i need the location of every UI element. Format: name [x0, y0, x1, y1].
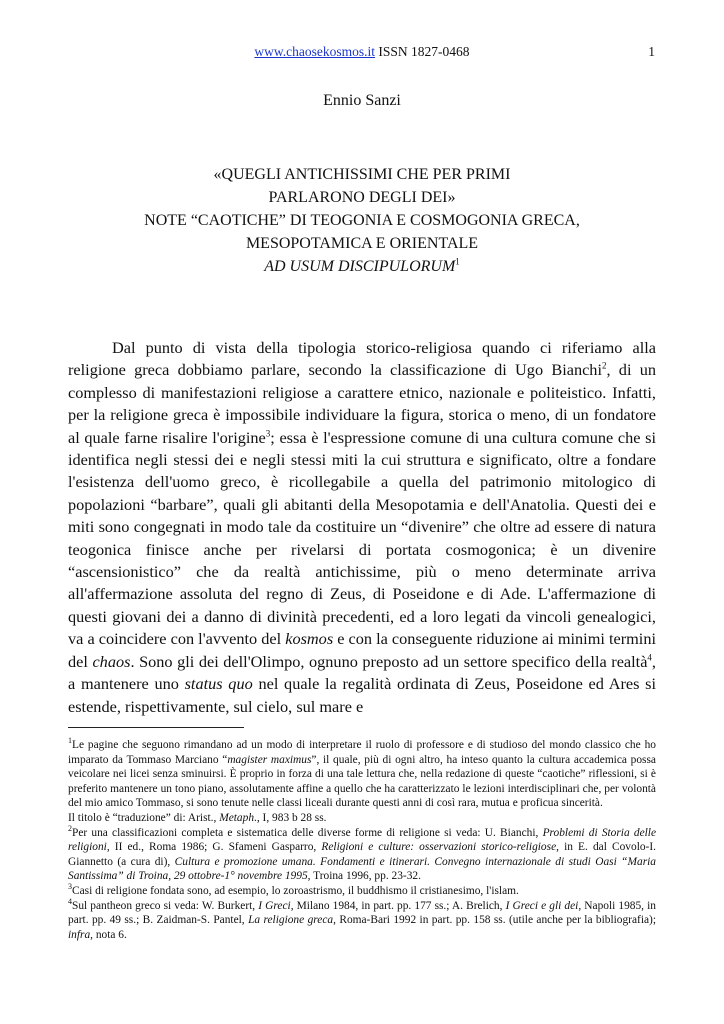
footnote-1 [68, 738, 656, 826]
footnote-text: Il titolo è “traduzione” di: Arist., [68, 811, 220, 824]
footnote-italic: I Greci [258, 899, 291, 912]
footnote-italic: Religioni e culture: osservazioni storico-religiose [321, 841, 557, 854]
footnote-text: Le pagine che seguono rimandano ad un modo di interpretare il ruolo di professore e di studioso del mondo classico che ho imparato da Tommaso Marciano “ [68, 739, 656, 766]
footnote-2 [68, 823, 657, 884]
footnote-text: , Troina 1996, pp. 23-32. [307, 870, 421, 883]
body-segment: , a mantenere uno [68, 651, 656, 694]
footnote-text: Sul pantheon greco si veda: W. Burkert, [72, 899, 259, 912]
author-name: Ennio Sanzi [323, 92, 401, 109]
title-subtitle: AD USUM DISCIPULORUM [264, 258, 456, 275]
footnote-ref-2[interactable]: 2 [601, 360, 607, 371]
title-line-4: MESOPOTAMICA E ORIENTALE [245, 235, 479, 252]
body-paragraph [68, 337, 656, 718]
body-text [68, 337, 656, 718]
body-segment: nel quale la regalità ordinata di Zeus, Poseidone ed Ares si estende, rispettivamente, sul cielo, sul mare e [68, 674, 657, 716]
title-line-1: «QUEGLI ANTICHISSIMI CHE PER PRIMI [213, 166, 511, 183]
footnote-number: 2 [68, 823, 72, 833]
footnote-italic: infra [68, 928, 91, 941]
footnote-text: , Roma-Bari 1992 in part. pp. 158 ss. (utile anche per la bibliografia); [333, 914, 656, 927]
article-title [0, 163, 724, 278]
footnote-3 [68, 884, 656, 899]
body-segment: e con la conseguente riduzione ai minimi termini del [68, 629, 656, 671]
footnote-italic: La religione greca [248, 914, 334, 927]
footnote-4 [68, 896, 656, 943]
footnote-text: ”, il quale, più di ogni altro, ha inteso quanto la cultura accademica possa veicolare nei licei senza sminuirsi. È proprio in forza di una tale lettura che, nella redazione di queste “caotiche” riflessioni, si è preferito mantenere un tono piano, assolutamente affine a quello che ha caratterizzato le lezioni interdisciplinari che, per volontà del mio amico Tommaso, si sono tenute nelle classi liceali durante questi anni di così rara, mutua e proficua sincerità. [68, 753, 656, 810]
footnote-ref-4[interactable]: 4 [647, 652, 652, 663]
footnote-divider [68, 727, 244, 728]
footnote-text: , nota 6. [90, 928, 127, 941]
footnote-italic: Metaph [219, 811, 255, 824]
footnote-italic: magister maximus [227, 753, 312, 766]
footnote-ref-3[interactable]: 3 [265, 428, 271, 439]
title-line-2: PARLARONO DEGLI DEI» [268, 189, 456, 206]
footnote-text: , in E. dal Covolo-I. Giannetto (a cura di), [68, 841, 656, 868]
footnote-text: Per una classificazioni completa e sistematica delle diverse forme di religione si veda: U. Bianchi, [72, 826, 543, 839]
footnote-italic: Problemi di Storia delle religioni [68, 826, 657, 854]
website-link[interactable]: www.chaosekosmos.it [254, 44, 376, 59]
footnote-text: , II ed., Roma 1986; G. Sfameni Gasparro, [106, 841, 322, 854]
body-italic-chaos: chaos [92, 651, 131, 671]
page-number: 1 [648, 44, 655, 59]
footnotes [68, 738, 656, 942]
body-segment: Dal punto di vista della tipologia storico-religiosa quando ci riferiamo alla religione greca dobbiamo parlare, secondo la classificazione di Ugo Bianchi [68, 338, 656, 380]
page-header [0, 44, 724, 64]
footnote-number: 3 [68, 882, 72, 892]
title-line-5 [0, 255, 724, 278]
body-segment: ; essa è l'espressione comune di una cultura comune che si identifica negli stessi dei e negli stessi miti la cui struttura e significato, oltre a fondare l'esistenza dell'uomo greco, è ricollegabile a quella del patrimonio mitologico di popolazioni “barbare”, quali gli abitanti della Mesopotamia e dell'Anatolia. Questi dei e miti sono congegnati in modo tale da costituire un “divenire” che oltre ad essere di natura teogonica finisce anche per rivelarsi di portata cosmogonica; è un divenire “ascensionistico” che da realtà antichissime, più o meno determinate arriva all'affermazione assoluta del regno di Zeus, di Poseidone e di Ade. L'affermazione di questi giovani dei a danno di divinità precedenti, ed a loro legati da vincoli genealogici, va a coincidere con l'avvento del [68, 427, 656, 649]
body-italic-kosmos: kosmos [285, 629, 334, 649]
issn-text: ISSN 1827-0468 [375, 44, 470, 59]
footnote-italic: Cultura e promozione umana. Fondamenti e itinerari. Convegno internazionale di studi Oasi “Maria Santissima” di Troina, 29 ottobre-1° novembre 1995 [68, 855, 656, 883]
footnote-text: , Napoli 1985, in part. pp. 49 ss.; B. Zaidman-S. Pantel, [68, 899, 656, 927]
footnote-number: 4 [68, 896, 72, 906]
footnote-number: 1 [68, 736, 72, 746]
title-footnote-ref[interactable]: 1 [455, 256, 460, 267]
title-line-3: NOTE “CAOTICHE” DI TEOGONIA E COSMOGONIA GRECA, [144, 212, 580, 229]
body-segment: . Sono gli dei dell'Olimpo, ognuno preposto ad un settore specifico della realtà [130, 651, 648, 671]
footnote-text: ., I, 983 b 28 ss. [254, 811, 327, 824]
footnote-italic: I Greci e gli dei [505, 899, 579, 912]
body-italic-status-quo: status quo [184, 674, 253, 694]
header-source [0, 44, 724, 60]
footnote-text: Casi di religione fondata sono, ad esempio, lo zoroastrismo, il buddhismo il cristianesimo, l'islam. [72, 884, 519, 897]
body-segment: , di un complesso di manifestazioni religiose a carattere etnico, nazionale e politeistico. Infatti, per la religione greca è impossibile individuare la figura, storica o meno, di un fondatore al quale farne risalire l'origine [68, 360, 656, 447]
footnote-text: , Milano 1984, in part. pp. 177 ss.; A. Brelich, [290, 899, 506, 912]
